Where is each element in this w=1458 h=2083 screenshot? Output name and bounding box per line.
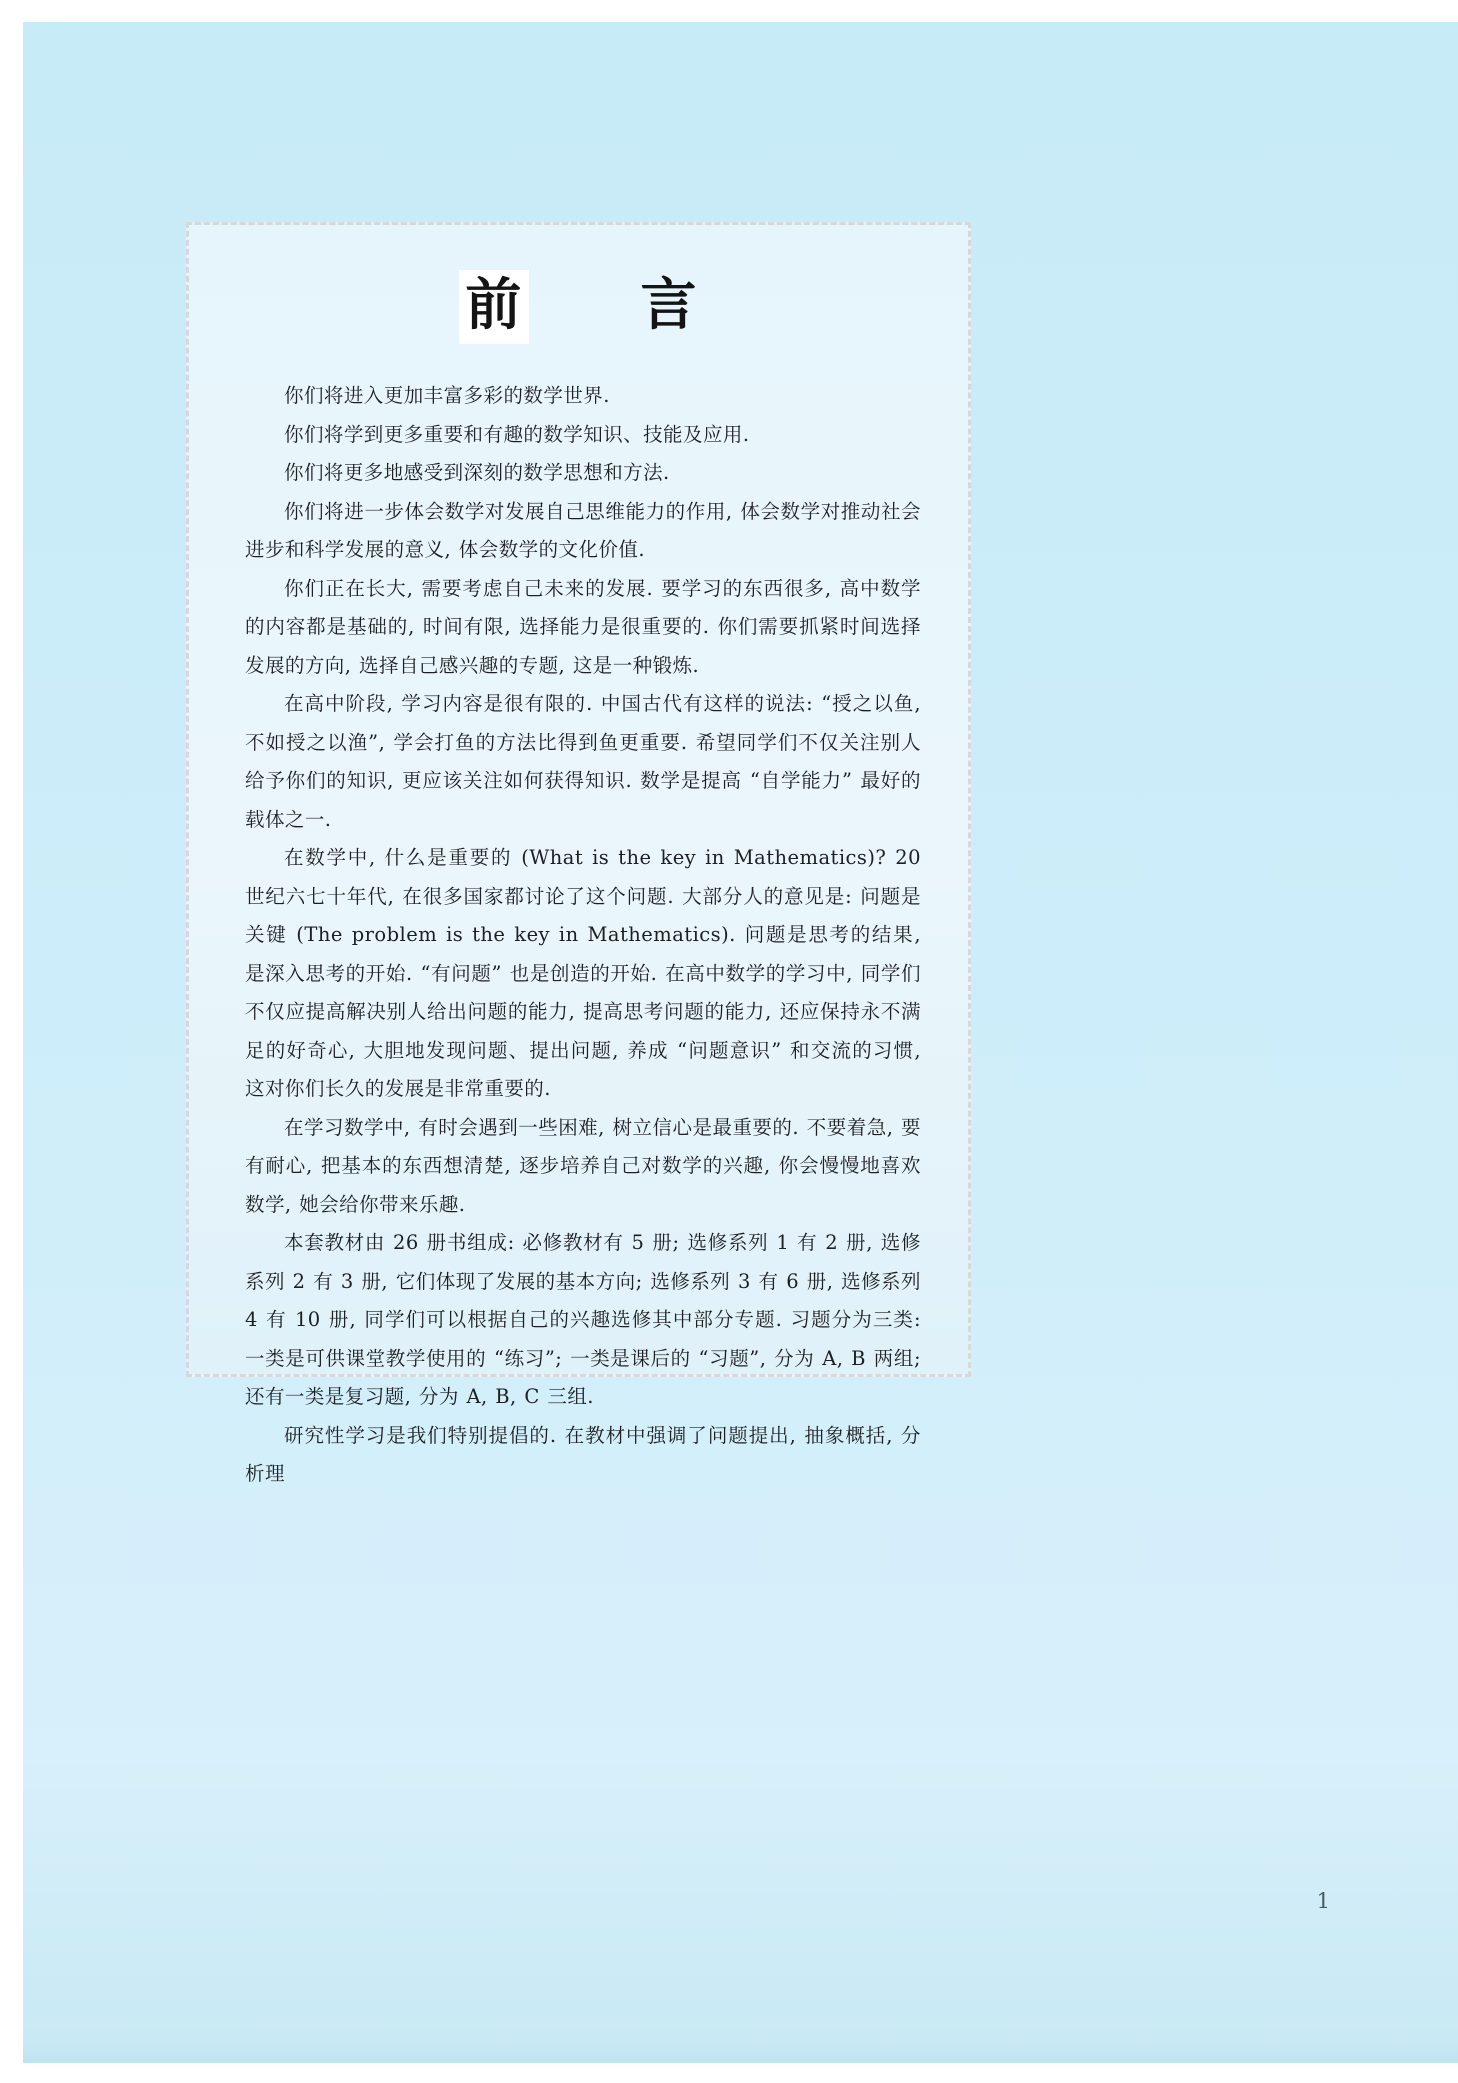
paragraph: 你们正在长大, 需要考虑自己未来的发展. 要学习的东西很多, 高中数学的内容都是基础的, 时间有限, 选择能力是很重要的. 你们需要抓紧时间选择发展的方向, 选择自己感兴趣的专题, 这是一种锻炼.: [245, 576, 921, 677]
paragraph: 在数学中, 什么是重要的 (What is the key in Mathematics)? 20 世纪六七十年代, 在很多国家都讨论了这个问题. 大部分人的意见是: 问题是关键 (The problem is the key in Mathematics). 问题是思考的结果, 是深入思考的开始. “有问题” 也是创造的开始. 在高中数学的学习中, 同学们不仅应提高解决别人给出问题的能力, 提高思考问题的能力, 还应保持永不满足的好奇心, 大胆地发现问题、提出问题, 养成 “问题意识” 和交流的习惯, 这对你们长久的发展是非常重要的.: [245, 846, 921, 1100]
paragraph: 你们将学到更多重要和有趣的数学知识、技能及应用.: [284, 422, 750, 446]
paragraph: 你们将进一步体会数学对发展自己思维能力的作用, 体会数学对推动社会进步和科学发展的意义, 体会数学的文化价值.: [245, 499, 921, 561]
paragraph: 本套教材由 26 册书组成: 必修教材有 5 册; 选修系列 1 有 2 册, 选修系列 2 有 3 册, 它们体现了发展的基本方向; 选修系列 3 有 6 册, 选修系列 4 有 10 册, 同学们可以根据自己的兴趣选修其中部分专题. 习题分为三类: 一类是可供课堂教学使用的 “练习”; 一类是课后的 “习题”, 分为 A, B 两组; 还有一类是复习题, 分为 A, B, C 三组.: [245, 1231, 921, 1408]
paragraph: 在高中阶段, 学习内容是很有限的. 中国古代有这样的说法: “授之以鱼, 不如授之以渔”, 学会打鱼的方法比得到鱼更重要. 希望同学们不仅关注别人给予你们的知识, 更应该关注如何获得知识. 数学是提高 “自学能力” 最好的载体之一.: [245, 692, 921, 831]
paragraph: 在学习数学中, 有时会遇到一些困难, 树立信心是最重要的. 不要着急, 要有耐心, 把基本的东西想清楚, 逐步培养自己对数学的兴趣, 你会慢慢地喜欢数学, 她会给你带来乐趣.: [245, 1115, 921, 1216]
paragraph: 你们将进入更加丰富多彩的数学世界.: [284, 384, 610, 407]
page-sheet: [23, 22, 1458, 2063]
body-text: [245, 377, 921, 1494]
paragraph: 你们将更多地感受到深刻的数学思想和方法.: [284, 461, 670, 484]
content-panel: [186, 222, 971, 1485]
paragraph: 研究性学习是我们特别提倡的. 在教材中强调了问题提出, 抽象概括, 分析理: [245, 1423, 921, 1485]
title-char-yan: 言: [640, 272, 698, 338]
page-number: 1: [1316, 1889, 1330, 1913]
page-title: [189, 272, 968, 338]
page-title-text: [459, 272, 698, 338]
title-char-qian: 前: [459, 270, 528, 344]
